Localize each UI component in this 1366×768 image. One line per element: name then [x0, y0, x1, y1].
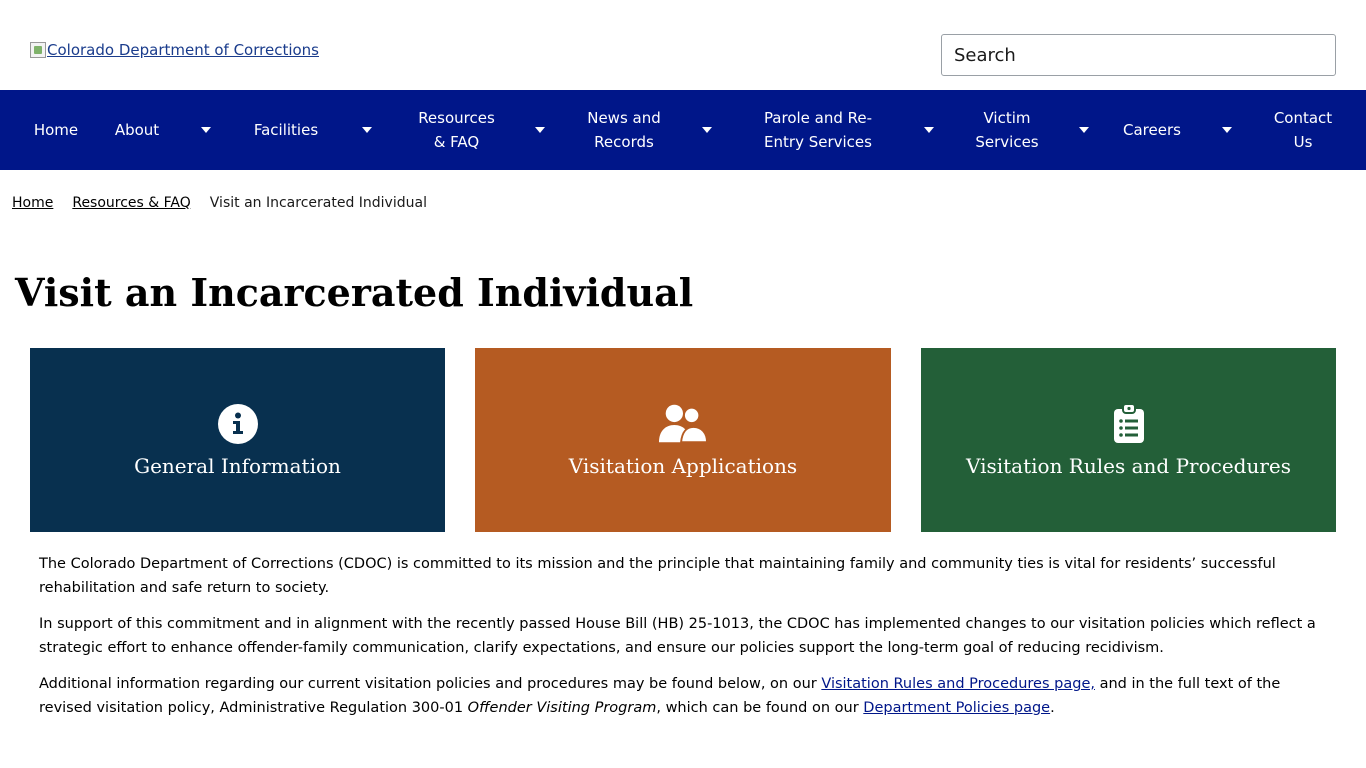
nav-item-label: News and Records [587, 109, 661, 151]
paragraph-text: . [1050, 700, 1055, 716]
department-policies-link[interactable]: Department Policies page [863, 700, 1051, 716]
nav-item-label: Resources & FAQ [418, 109, 495, 151]
nav-item-news-records[interactable] [576, 90, 672, 170]
breadcrumb-separator [53, 195, 72, 211]
nav-item-contact-us[interactable] [1260, 90, 1346, 170]
breadcrumb [12, 195, 427, 211]
nav-item-parole-reentry[interactable] [748, 90, 888, 170]
chevron-down-icon[interactable] [201, 127, 211, 133]
paragraph-text: , which can be found on our [656, 700, 864, 716]
card-visitation-applications[interactable] [475, 348, 891, 532]
nav-item-label: Facilities [253, 121, 319, 139]
chevron-down-icon[interactable] [1222, 127, 1232, 133]
broken-image-icon [30, 42, 46, 58]
nav-item-about[interactable] [100, 90, 174, 170]
chevron-down-icon[interactable] [1079, 127, 1089, 133]
nav-item-facilities[interactable] [240, 90, 332, 170]
users-icon [658, 402, 708, 446]
additional-info-paragraph [39, 672, 1329, 720]
site-header [0, 0, 1366, 90]
chevron-down-icon[interactable] [362, 127, 372, 133]
chevron-down-icon[interactable] [702, 127, 712, 133]
nav-item-label: Contact Us [1273, 109, 1333, 151]
breadcrumb-section-link[interactable]: Resources & FAQ [72, 195, 191, 211]
info-circle-icon [213, 402, 263, 446]
breadcrumb-current: Visit an Incarcerated Individual [209, 195, 427, 211]
nav-item-label: Careers [1123, 121, 1181, 139]
breadcrumb-separator [191, 195, 210, 211]
paragraph-text: Additional information regarding our current visitation policies and procedures may be found below, on our [39, 676, 822, 692]
commitment-paragraph: In support of this commitment and in alignment with the recently passed House Bill (HB) 25-1013, the CDOC has implemented changes to our visitation policies which reflect a strategic effort to enhance offender-family communication, clarify expectations, and ensure our policies support the long-term goal of reducing recidivism. [39, 616, 1316, 656]
search-input[interactable] [941, 34, 1336, 76]
card-visitation-rules[interactable] [921, 348, 1336, 532]
search-placeholder: Search [954, 44, 1016, 66]
nav-item-careers[interactable] [1112, 90, 1192, 170]
card-general-information[interactable] [30, 348, 445, 532]
intro-paragraph: The Colorado Department of Corrections (CDOC) is committed to its mission and the principle that maintaining family and community ties is vital for residents’ successful rehabilitation and safe return to society. [39, 556, 1276, 596]
card-label: Visitation Applications [568, 454, 798, 478]
visitation-rules-link[interactable]: Visitation Rules and Procedures page, [821, 676, 1095, 692]
nav-item-resources-faq[interactable] [406, 90, 507, 170]
nav-item-label: About [114, 121, 160, 139]
clipboard-list-icon [1104, 402, 1154, 446]
main-navigation [0, 90, 1366, 170]
nav-item-home[interactable] [20, 90, 92, 170]
nav-item-label: Victim Services [975, 109, 1039, 151]
page-title: Visit an Incarcerated Individual [15, 270, 694, 315]
nav-item-label: Home [33, 121, 79, 139]
card-label: General Information [134, 454, 341, 478]
chevron-down-icon[interactable] [924, 127, 934, 133]
card-label: Visitation Rules and Procedures [965, 454, 1292, 478]
paragraph-text: and in the full text of the revised visitation policy, Administrative Regulation 300-01 [39, 676, 1281, 716]
chevron-down-icon[interactable] [535, 127, 545, 133]
breadcrumb-home-link[interactable]: Home [12, 195, 54, 211]
regulation-title: Offender Visiting Program [467, 700, 657, 716]
nav-item-victim-services[interactable] [962, 90, 1052, 170]
logo-alt-text: Colorado Department of Corrections [47, 41, 319, 59]
nav-item-label: Parole and Re- Entry Services [763, 109, 873, 151]
site-logo-link[interactable] [30, 41, 319, 59]
